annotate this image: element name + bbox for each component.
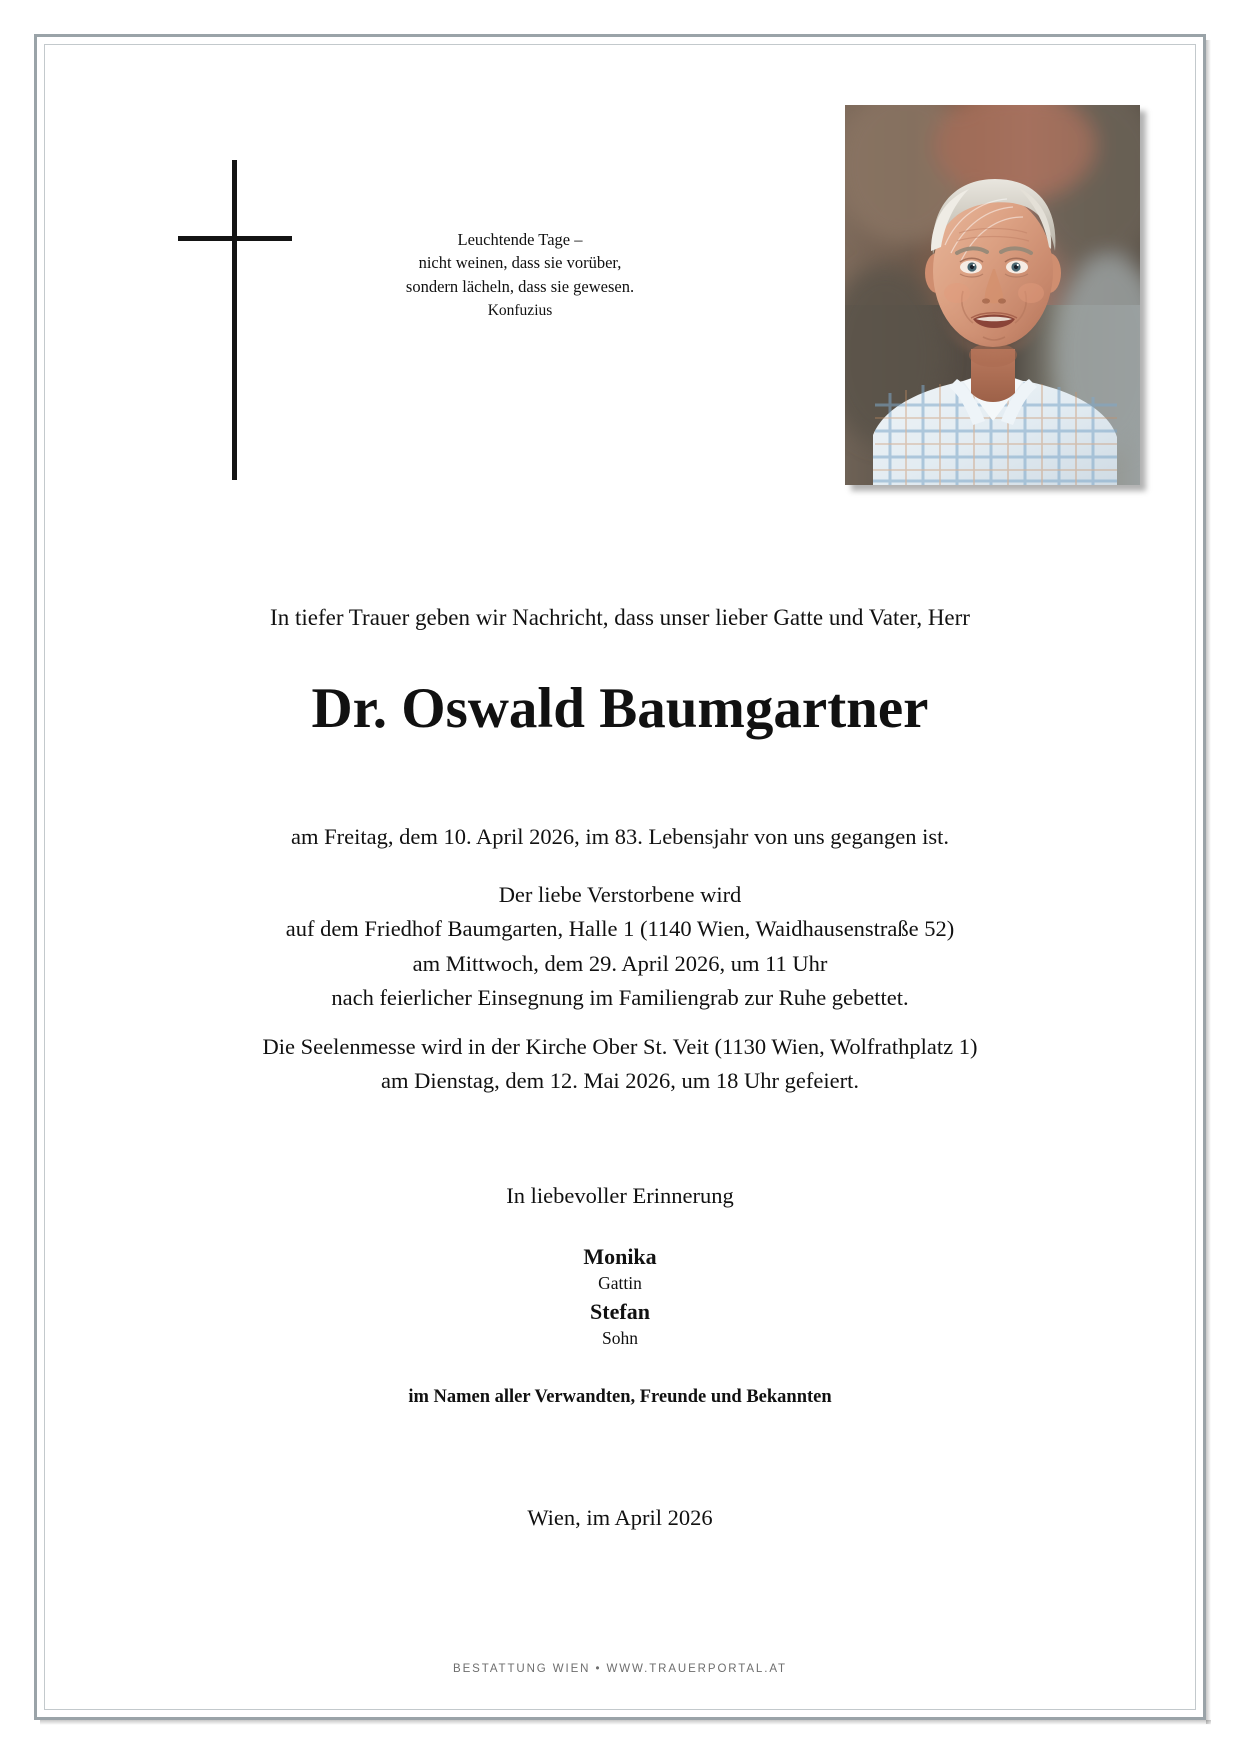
burial-line-1: Der liebe Verstorbene wird [498,882,742,907]
place-and-date: Wien, im April 2026 [527,1505,713,1530]
footer-credit: BESTATTUNG WIEN • WWW.TRAUERPORTAL.AT [453,1663,787,1675]
quote-attribution: Konfuzius [487,302,553,320]
deceased-portrait [845,105,1140,485]
mass-line-1: Die Seelenmesse wird in der Kirche Ober St. Veit (1130 Wien, Wolfrathplatz 1) [262,1034,978,1059]
survivor-item [70,1297,1170,1350]
on-behalf-note: im Namen aller Verwandten, Freunde und Bekannten [408,1387,832,1407]
burial-line-4: nach feierlicher Einsegnung im Familiengrab zur Ruhe gebettet. [331,985,909,1011]
cross-horizontal-bar [178,236,292,241]
quote-line-1: Leuchtende Tage – [457,230,583,249]
survivor-name: Monika [583,1244,657,1269]
mass-details [70,1030,1170,1099]
announcement-intro: In tiefer Trauer geben wir Nachricht, dass unser lieber Gatte und Vater, Herr [270,605,970,630]
remembrance-heading: In liebevoller Erinnerung [506,1183,734,1208]
quote-line-3: sondern lächeln, dass sie gewesen. [405,276,635,296]
cross-vertical-bar [232,160,237,480]
survivors-list [70,1240,1170,1351]
mass-line-2: am Dienstag, dem 12. Mai 2026, um 18 Uhr gefeiert. [380,1068,859,1094]
burial-details [70,878,1170,1016]
deceased-name: Dr. Oswald Baumgartner [311,677,929,740]
survivor-relation: Sohn [602,1328,638,1348]
quote-line-2: nicht weinen, dass sie vorüber, [418,253,622,273]
burial-line-3: am Mittwoch, dem 29. April 2026, um 11 Uhr [412,950,828,976]
survivor-item [70,1242,1170,1295]
survivor-name: Stefan [590,1299,650,1325]
burial-line-2: auf dem Friedhof Baumgarten, Halle 1 (1140 Wien, Waidhausenstraße 52) [285,916,955,942]
page-shadow-bottom [40,1720,1211,1725]
survivor-relation: Gattin [598,1272,642,1293]
portrait-image [845,105,1140,485]
memorial-quote [360,228,680,322]
christian-cross-icon [170,160,300,480]
page-shadow-right [1206,40,1211,1724]
death-date-line: am Freitag, dem 10. April 2026, im 83. Lebensjahr von uns gegangen ist. [290,824,949,849]
